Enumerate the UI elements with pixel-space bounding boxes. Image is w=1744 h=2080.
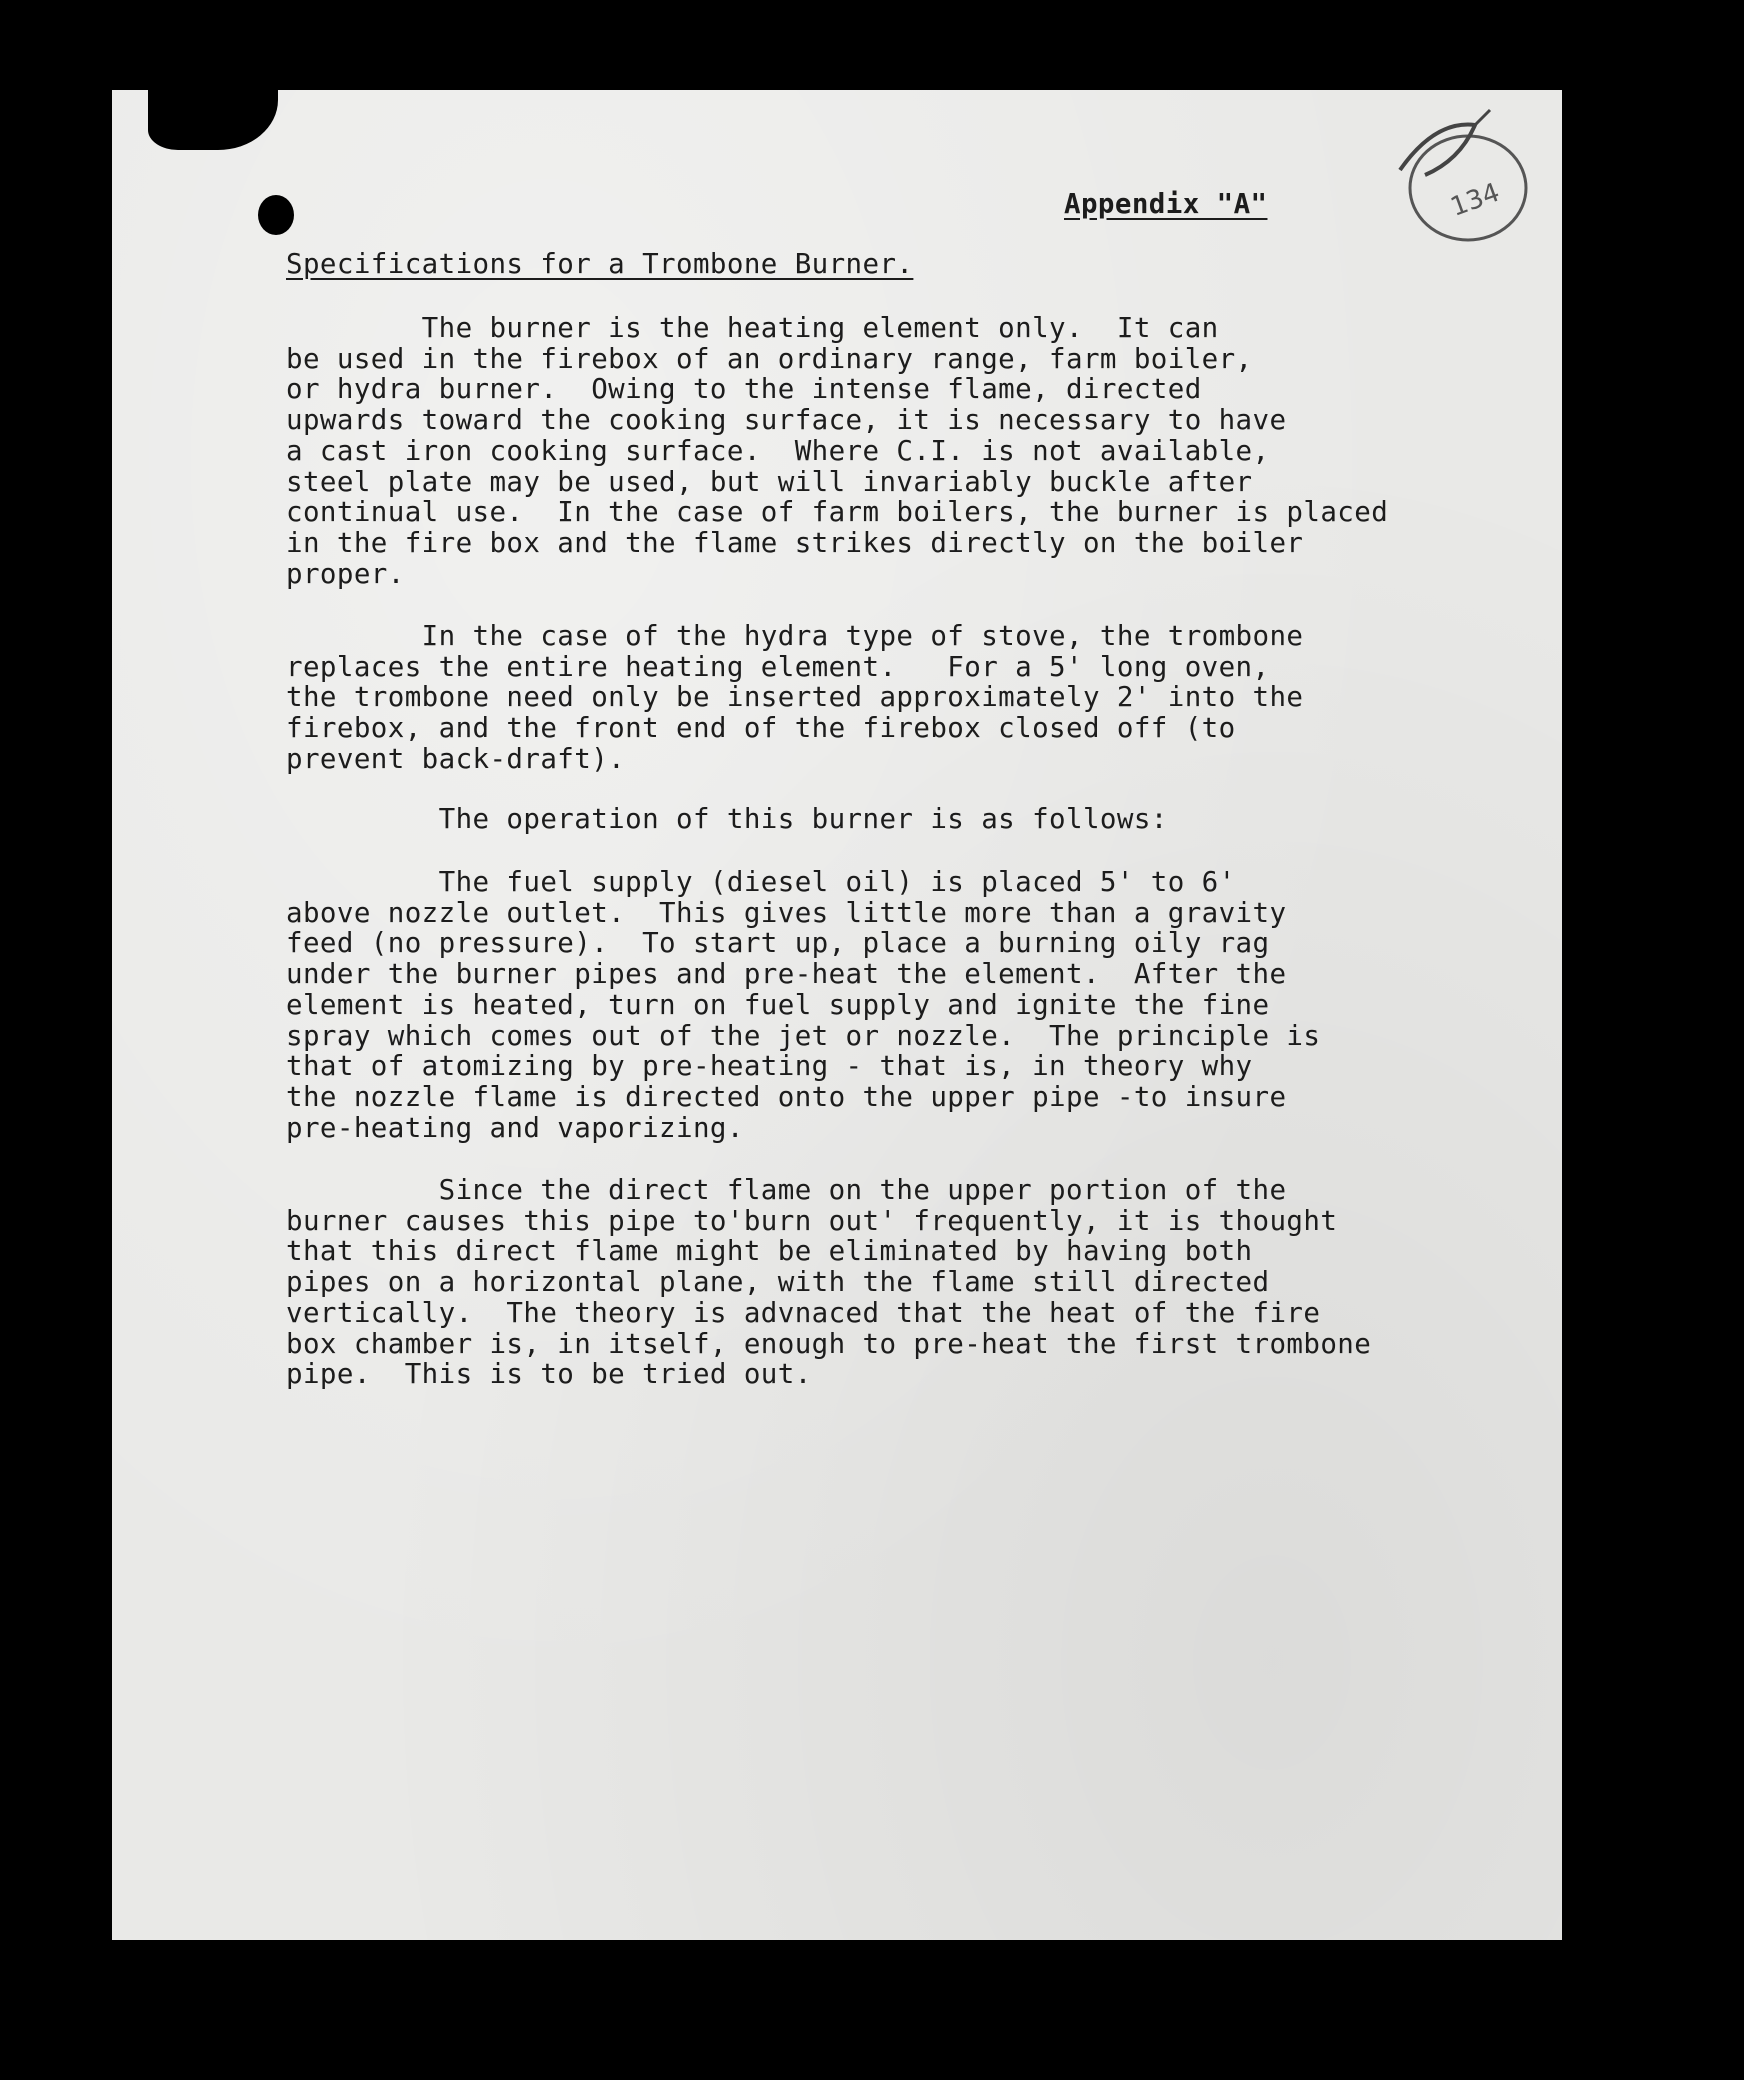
stamp-number: 134 [1446, 177, 1504, 223]
paragraph-burner-description: The burner is the heating element only. It can be used in the firebox of an ordinary range, farm boiler, or hydra burner. Owing to the intense flame, directed upwards toward the cooking surface, it is necessary to have a cast iron cooking surface. Where C.I. is not available, steel plate may be used, but will invariably buckle after continual use. In the case of farm boilers, the burner is placed in the fire box and the flame strikes directly on the boiler proper. [286, 312, 1389, 590]
punch-hole [258, 195, 294, 235]
paragraph-burn-out: Since the direct flame on the upper portion of the burner causes this pipe to'burn out' frequently, it is thought that this direct flame might be eliminated by having both pipes on a horizontal plane, with the flame still directed vertically. The theory is advnaced that the heat of the fire box chamber is, in itself, enough to pre-heat the first trombone pipe. This is to be tried out. [286, 1174, 1372, 1391]
paragraph-hydra-stove: In the case of the hydra type of stove, the trombone replaces the entire heating element. For a 5' long oven, the trombone need only be inserted approximately 2' into the firebox, and the front end of the firebox closed off (to prevent back-draft). [286, 620, 1304, 775]
document-title: Specifications for a Trombone Burner. [286, 248, 914, 280]
paragraph-fuel-supply: The fuel supply (diesel oil) is placed 5' to 6' above nozzle outlet. This gives little more than a gravity feed (no pressure). To start up, place a burning oily rag under the burner pipes and pre-heat the element. After the element is heated, turn on fuel supply and ignite the fine spray which comes out of the jet or nozzle. The principle is that of atomizing by pre-heating - that is, in theory why the nozzle flame is directed onto the upper pipe -to insure pre-heating and vaporizing. [286, 866, 1321, 1144]
page-number-stamp [1380, 100, 1540, 260]
appendix-title: Appendix "A" [1064, 188, 1268, 220]
paragraph-operation-intro: The operation of this burner is as follows: [286, 803, 1168, 835]
